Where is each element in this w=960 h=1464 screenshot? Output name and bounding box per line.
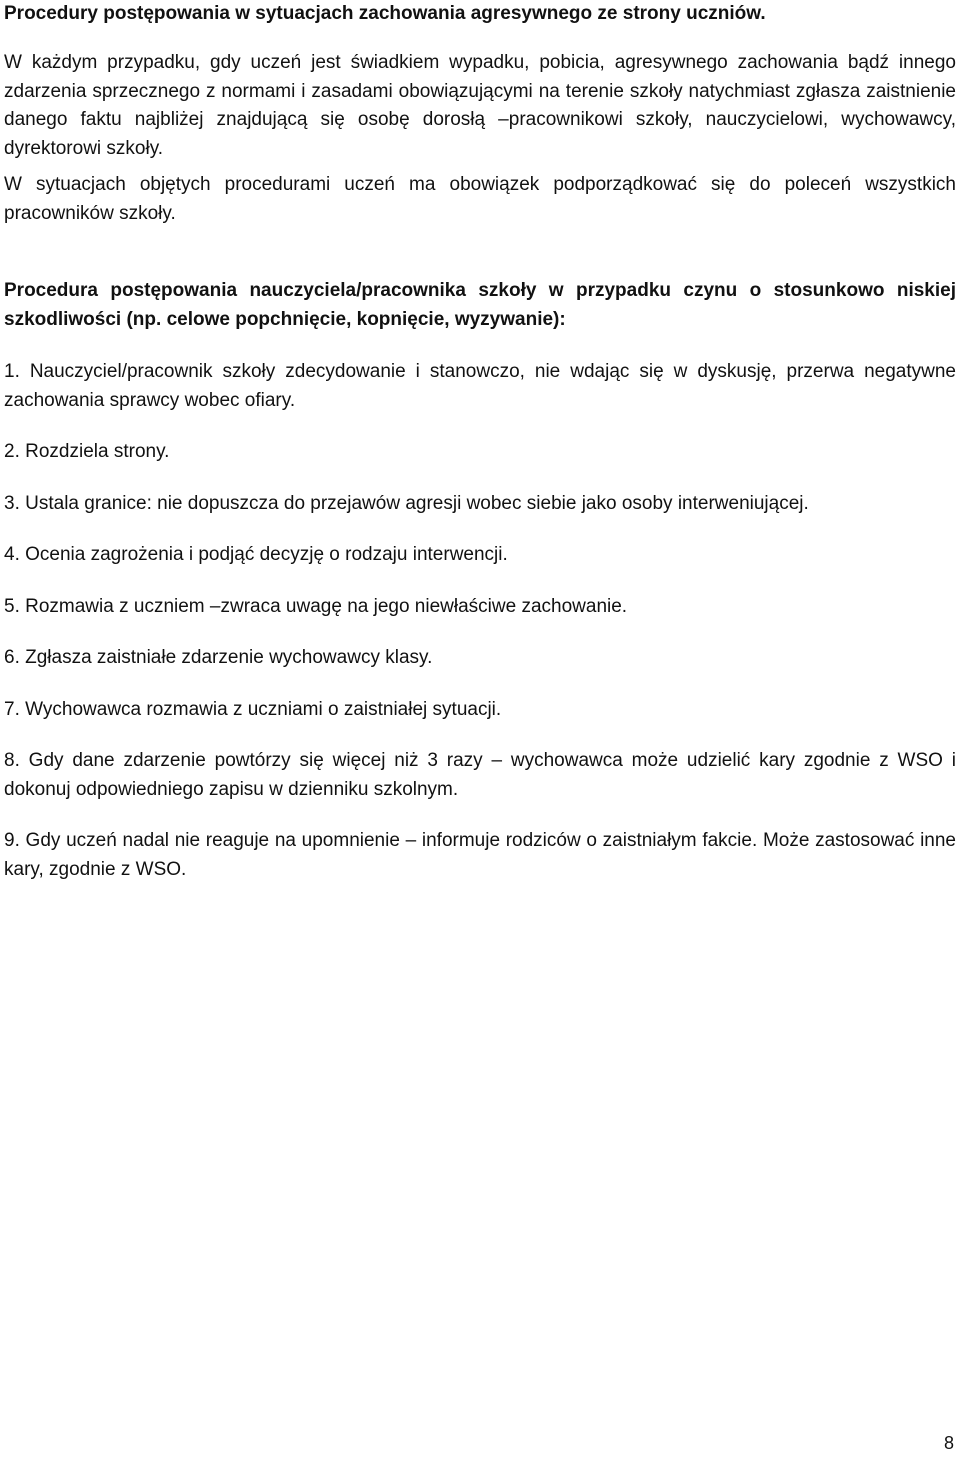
list-item: 2. Rozdziela strony. bbox=[4, 441, 170, 462]
list-item: 3. Ustala granice: nie dopuszcza do przejawów agresji wobec siebie jako osoby interweniującej. bbox=[4, 492, 809, 514]
list-item: 1. Nauczyciel/pracownik szkoły zdecydowanie i stanowczo, nie wdając się w dyskusję, przerwa negatywne zachowania sprawcy wobec ofiary. bbox=[4, 361, 956, 411]
list-item: 8. Gdy dane zdarzenie powtórzy się więcej niż 3 razy – wychowawca może udzielić kary zgodnie z WSO i dokonuj odpowiedniego zapisu w dzienniku szkolnym. bbox=[4, 750, 956, 800]
procedure-steps-list bbox=[4, 358, 956, 884]
list-item: 6. Zgłasza zaistniałe zdarzenie wychowawcy klasy. bbox=[4, 647, 433, 668]
document-page bbox=[4, 0, 956, 884]
list-item: 9. Gdy uczeń nadal nie reaguje na upomnienie – informuje rodziców o zaistniałym fakcie. Może zastosować inne kary, zgodnie z WSO. bbox=[4, 830, 956, 880]
obligation-paragraph: W sytuacjach objętych procedurami uczeń ma obowiązek podporządkować się do poleceń wszystkich pracowników szkoły. bbox=[4, 174, 956, 224]
document-title: Procedury postępowania w sytuacjach zachowania agresywnego ze strony uczniów. bbox=[4, 3, 766, 24]
intro-paragraph: W każdym przypadku, gdy uczeń jest świadkiem wypadku, pobicia, agresywnego zachowania bądź innego zdarzenia sprzecznego z normami i zasadami obowiązującymi na terenie szkoły natychmiast zgłasza zaistnienie danego faktu najbliżej znajdującą się osobę dorosłą –pracownikowi szkoły, nauczycielowi, wychowawcy, dyrektorowi szkoły. bbox=[4, 52, 956, 159]
list-item: 4. Ocenia zagrożenia i podjąć decyzję o rodzaju interwencji. bbox=[4, 544, 508, 565]
list-item: 5. Rozmawia z uczniem –zwraca uwagę na jego niewłaściwe zachowanie. bbox=[4, 595, 628, 617]
procedure-heading: Procedura postępowania nauczyciela/pracownika szkoły w przypadku czynu o stosunkowo niskiej szkodliwości (np. celowe popchnięcie, kopnięcie, wyzywanie): bbox=[4, 280, 956, 330]
list-item: 7. Wychowawca rozmawia z uczniami o zaistniałej sytuacji. bbox=[4, 698, 502, 720]
page-number: 8 bbox=[943, 1433, 954, 1453]
